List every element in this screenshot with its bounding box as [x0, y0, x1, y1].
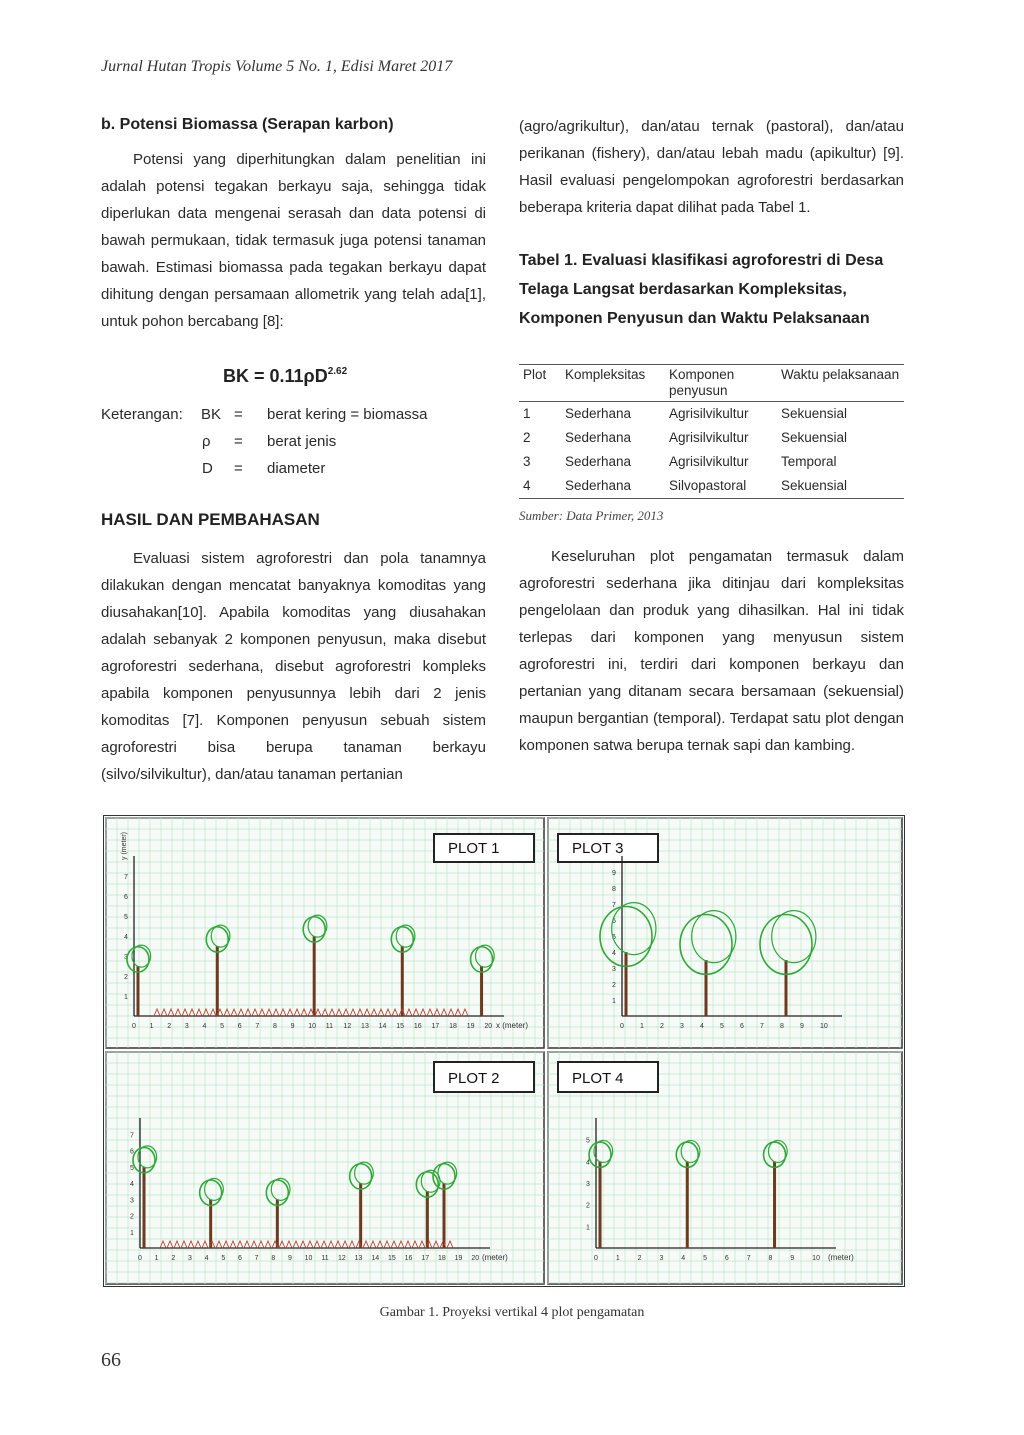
x-tick-label: 20 — [471, 1255, 480, 1262]
legend-desc: diameter — [267, 460, 326, 477]
x-tick-label: 7 — [255, 1023, 260, 1030]
x-tick-label: 13 — [361, 1023, 369, 1030]
legend-desc: berat kering = biomassa — [267, 406, 428, 423]
x-tick-label: 5 — [221, 1255, 226, 1262]
keterangan-label: Keterangan: — [101, 406, 183, 423]
x-tick-label: 4 — [700, 1023, 704, 1030]
x-tick-label: 8 — [272, 1023, 277, 1030]
table-header-cell: Waktu pelaksanaan — [777, 365, 904, 402]
y-tick-label: 4 — [612, 950, 616, 957]
table-header-cell: Plot — [519, 365, 561, 402]
paragraph-right-bottom-text: Keseluruhan plot pengamatan termasuk dalam agroforestri sederhana jika ditinjau dari kompleksitas pengelolaan dan produk yang dihasilkan. Hal ini tidak terlepas dari komponen yang menyusun sistem agroforestri ini, terdiri dari komponen berkayu dan pertanian yang ditanam secara bersamaan (sekuensial) maupun bergantian (temporal). Terdapat satu plot dengan komponen satwa berupa ternak sapi dan kambing. — [519, 548, 904, 754]
x-tick-label: 14 — [371, 1255, 380, 1262]
table-cell: Sekuensial — [777, 474, 904, 499]
y-tick-label: 6 — [612, 918, 616, 925]
legend-eq: = — [234, 406, 243, 423]
x-tick-label: 16 — [413, 1023, 422, 1030]
x-tick-label: 19 — [454, 1255, 463, 1262]
figure-caption: Gambar 1. Proyeksi vertikal 4 plot pengamatan — [379, 1305, 645, 1320]
x-tick-label: 15 — [396, 1023, 405, 1030]
section-heading-biomassa: b. Potensi Biomassa (Serapan karbon) — [101, 116, 394, 133]
x-tick-label: 9 — [800, 1023, 804, 1030]
table-cell: Sederhana — [565, 430, 632, 445]
x-tick-label: 3 — [659, 1255, 664, 1262]
x-tick-label: 9 — [288, 1255, 292, 1262]
x-tick-label: 5 — [703, 1255, 707, 1262]
x-tick-label: 16 — [404, 1255, 413, 1262]
x-tick-label: 14 — [378, 1023, 387, 1030]
x-tick-label: 4 — [204, 1255, 209, 1262]
x-tick-label: 17 — [431, 1023, 440, 1030]
y-tick-label: 7 — [612, 902, 616, 909]
x-tick-label: 0 — [620, 1023, 624, 1030]
paragraph-right-top-text: (agro/agrikultur), dan/atau ternak (pastoral), dan/atau perikanan (fishery), dan/atau lebah madu (apikultur) [9]. Hasil evaluasi pengelompokan agroforestri berdasarkan beberapa kriteria dapat dilihat pada Tabel 1. — [519, 118, 904, 216]
x-tick-label: 19 — [466, 1023, 475, 1030]
x-tick-label: 9 — [790, 1255, 795, 1262]
y-tick-label: 6 — [124, 894, 128, 901]
paragraph-right-bottom — [519, 543, 904, 759]
x-tick-label: 3 — [184, 1023, 189, 1030]
x-tick-label: 12 — [343, 1023, 352, 1030]
x-tick-label: 0 — [132, 1023, 136, 1030]
table-cell: 2 — [523, 430, 531, 445]
legend-symbol: BK — [201, 406, 222, 423]
table-row — [519, 474, 904, 499]
table-row — [519, 426, 904, 450]
table-cell: Agrisilvikultur — [669, 430, 749, 445]
y-tick-label: 8 — [612, 886, 616, 893]
table-cell: Sederhana — [565, 454, 632, 469]
x-tick-label: 6 — [238, 1255, 242, 1262]
paragraph-hasil — [101, 545, 486, 788]
table-cell: Sederhana — [565, 406, 632, 421]
plot-label: PLOT 2 — [448, 1070, 500, 1087]
x-tick-label: 1 — [154, 1255, 159, 1262]
table-cell: Silvopastoral — [665, 474, 777, 499]
x-tick-label: 2 — [171, 1255, 176, 1262]
x-tick-label: 2 — [637, 1255, 642, 1262]
y-tick-label: 5 — [124, 914, 128, 921]
plot-grid-figure — [104, 816, 904, 1286]
x-tick-label: 6 — [237, 1023, 242, 1030]
legend-desc: berat jenis — [267, 433, 337, 450]
y-tick-label: 3 — [130, 1197, 134, 1205]
table-cell: 1 — [523, 406, 531, 421]
formula-main: BK = 0.11ρD — [223, 366, 328, 386]
plot-label: PLOT 3 — [572, 840, 624, 857]
x-tick-label: 11 — [325, 1023, 334, 1030]
y-tick-label: 4 — [124, 934, 128, 941]
table-title: Tabel 1. Evaluasi klasifikasi agroforestri di Desa Telaga Langsat berdasarkan Kompleksitas, Komponen Penyusun dan Waktu Pelaksanaan — [519, 252, 884, 327]
x-tick-label: 18 — [449, 1023, 457, 1030]
x-tick-label: 2 — [167, 1023, 172, 1030]
x-tick-label: 13 — [354, 1255, 363, 1262]
paragraph-right-top — [519, 113, 904, 221]
figure-plot-projection — [103, 815, 905, 1287]
section-heading-hasil: HASIL DAN PEMBAHASAN — [101, 510, 320, 529]
x-tick-label: 0 — [138, 1255, 142, 1262]
x-tick-label: 6 — [724, 1255, 729, 1262]
y-tick-label: 5 — [586, 1137, 590, 1145]
y-tick-label: 1 — [586, 1224, 590, 1232]
legend-eq: = — [234, 460, 243, 477]
x-axis-unit: (meter) — [482, 1253, 508, 1262]
plot-label: PLOT 4 — [572, 1070, 624, 1087]
x-tick-label: 8 — [271, 1255, 276, 1262]
formula-exponent: 2.62 — [327, 366, 348, 377]
y-tick-label: 2 — [586, 1202, 590, 1210]
x-tick-label: 10 — [308, 1023, 316, 1030]
x-tick-label: 11 — [321, 1255, 329, 1262]
table-cell: Agrisilvikultur — [669, 454, 749, 469]
y-tick-label: 7 — [124, 874, 128, 881]
x-tick-label: 18 — [438, 1255, 446, 1262]
x-tick-label: 2 — [660, 1023, 664, 1030]
table-cell: Sekuensial — [781, 430, 848, 445]
table-cell: Agrisilvikultur — [669, 406, 749, 421]
table-row — [519, 450, 904, 474]
table-cell: 4 — [519, 474, 561, 499]
x-tick-label: 3 — [680, 1023, 684, 1030]
table-cell: Sekuensial — [781, 406, 848, 421]
y-tick-label: 2 — [130, 1213, 134, 1221]
legend-symbol: D — [202, 460, 213, 477]
y-tick-label: 9 — [612, 870, 616, 877]
x-tick-label: 10 — [820, 1023, 828, 1030]
y-tick-label: 2 — [612, 982, 616, 989]
table-header-row — [519, 365, 904, 402]
x-tick-label: 5 — [220, 1023, 225, 1030]
x-tick-label: 1 — [640, 1023, 644, 1030]
table-header-cell: Kompleksitas — [561, 365, 665, 402]
y-tick-label: 5 — [130, 1164, 134, 1172]
legend-eq: = — [234, 433, 243, 450]
table-cell: Sederhana — [561, 474, 665, 499]
journal-header: Jurnal Hutan Tropis Volume 5 No. 1, Edisi Maret 2017 — [101, 58, 453, 75]
y-tick-label: 6 — [130, 1148, 134, 1156]
evaluation-table — [519, 364, 904, 499]
y-tick-label: 7 — [130, 1132, 134, 1140]
paragraph-biomassa — [101, 146, 486, 335]
x-tick-label: 20 — [484, 1023, 493, 1030]
x-tick-label: 1 — [615, 1255, 620, 1262]
legend-symbol: ρ — [202, 433, 211, 450]
x-tick-label: 17 — [421, 1255, 430, 1262]
x-tick-label: 6 — [740, 1023, 744, 1030]
y-tick-label: 2 — [124, 974, 128, 981]
x-tick-label: 7 — [760, 1023, 764, 1030]
x-tick-label: 8 — [780, 1023, 784, 1030]
x-tick-label: 10 — [304, 1255, 313, 1262]
x-tick-label: 4 — [202, 1023, 207, 1030]
paragraph-hasil-text: Evaluasi sistem agroforestri dan pola tanamnya dilakukan dengan mencatat banyaknya komoditas yang diusahakan[10]. Apabila komoditas yang diusahakan adalah sebanyak 2 komponen penyusun, maka disebut agroforestri sederhana, disebut agroforestri kompleks apabila komponen penyusunnya lebih dari 2 jenis komoditas [7]. Komponen penyusun sebuah sistem agroforestri bisa berupa tanaman berkayu (silvo/silvikultur), dan/atau tanaman pertanian — [101, 550, 486, 783]
paragraph-biomassa-text: Potensi yang diperhitungkan dalam penelitian ini adalah potensi tegakan berkayu saja, sehingga tidak diperlukan data mengenai serasah dan data potensi di bawah permukaan, tidak termasuk juga potensi tanaman bawah. Estimasi biomassa pada tegakan berkayu dapat dihitung dengan persamaan allometrik yang telah ada[1], untuk pohon bercabang [8]: — [101, 151, 486, 330]
x-tick-label: 0 — [594, 1255, 598, 1262]
x-tick-label: 7 — [254, 1255, 259, 1262]
x-tick-label: 3 — [188, 1255, 192, 1262]
y-tick-label: 1 — [124, 994, 128, 1001]
table-header-cell: Komponen penyusun — [665, 365, 777, 402]
table-source: Sumber: Data Primer, 2013 — [519, 508, 664, 523]
y-tick-label: 1 — [130, 1229, 134, 1237]
y-tick-label: 4 — [586, 1159, 590, 1167]
y-tick-label: 4 — [130, 1181, 134, 1188]
x-tick-label: 5 — [720, 1023, 724, 1030]
table-cell: 3 — [523, 454, 531, 469]
x-tick-label: 1 — [149, 1023, 154, 1030]
table-row — [519, 402, 904, 427]
y-tick-label: 5 — [612, 934, 616, 941]
y-tick-label: 3 — [586, 1181, 590, 1188]
y-tick-label: 3 — [612, 966, 616, 973]
y-tick-label: 3 — [124, 954, 128, 961]
x-tick-label: 15 — [388, 1255, 396, 1262]
y-axis-unit: y (meter) — [121, 832, 128, 860]
x-tick-label: 10 — [812, 1255, 820, 1262]
x-tick-label: 4 — [681, 1255, 686, 1262]
x-tick-label: 7 — [746, 1255, 751, 1262]
x-axis-unit: (meter) — [828, 1253, 854, 1262]
plot-label: PLOT 1 — [448, 840, 500, 857]
x-axis-unit: x (meter) — [496, 1021, 528, 1030]
x-tick-label: 8 — [768, 1255, 773, 1262]
y-tick-label: 1 — [612, 998, 616, 1005]
allometric-formula — [223, 366, 347, 387]
page-number: 66 — [101, 1349, 121, 1371]
table-cell: Temporal — [781, 454, 837, 469]
x-tick-label: 9 — [290, 1023, 295, 1030]
x-tick-label: 12 — [338, 1255, 346, 1262]
